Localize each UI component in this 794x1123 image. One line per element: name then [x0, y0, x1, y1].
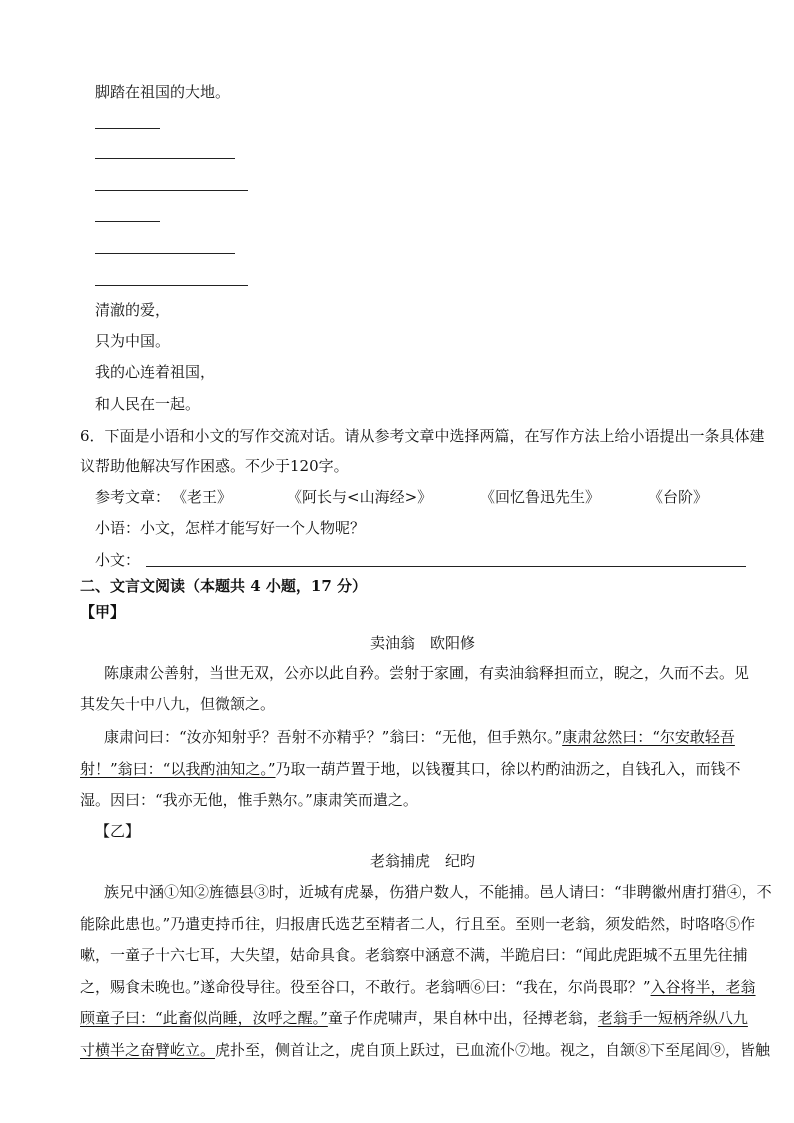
jia-para1-line2: 其发矢十中八九，但微颔之。 [80, 695, 276, 713]
poem-line-1: 脚踏在祖国的大地。 [95, 83, 231, 101]
question-6-text-a: 6．下面是小语和小文的写作交流对话。请从参考文章中选择两篇，在写作方法上给小语提出一条具体建 [80, 427, 765, 445]
passage-yi-title: 老翁捕虎 纪昀 [370, 852, 476, 870]
yi-line-4-text: 之，赐食未晚也。”遂命役导往。役至谷口，不敢行。老翁哂⑥曰：“我在，尔尚畏耶？” [80, 978, 651, 996]
yi-line-3: 嗽，一童子十六七耳，大失望，姑命具食。老翁察中涵意不满，半跪启曰：“闻此虎距城不五里先往捕 [80, 946, 748, 964]
answer-blank-2[interactable] [95, 158, 235, 159]
answer-blank-4[interactable] [95, 221, 160, 222]
poem-line-4: 我的心连着祖国， [95, 363, 216, 381]
yi-line-1: 族兄中涵①知②旌德县③时，近城有虎暴，伤猎户数人，不能捕。邑人请曰：“非聘徽州唐打猎④，不 [104, 883, 772, 901]
xiaowen-answer-line[interactable] [146, 566, 746, 567]
yi-line-6-text: 虎扑至，侧首让之，虎自顶上跃过，已血流仆⑦地。视之，自颔⑧下至尾闾⑨，皆触 [215, 1041, 771, 1059]
reference-article-2: 《阿长与<山海经>》 [287, 488, 433, 506]
reference-article-3: 《回忆鲁迅先生》 [480, 488, 601, 506]
yi-underlined-sentence-2b: 寸横半之奋臂屹立。 [80, 1041, 216, 1059]
yi-underlined-sentence-1a: 入谷将半，老翁 [650, 978, 756, 996]
question-6-text-b: 议帮助他解决写作困惑。不少于120字。 [80, 457, 349, 475]
poem-line-2: 清澈的爱， [95, 301, 171, 319]
yi-line-4 [80, 977, 756, 997]
reference-article-4: 《台阶》 [648, 488, 709, 506]
xiaowen-label: 小文： [95, 551, 141, 569]
poem-line-3: 只为中国。 [95, 332, 171, 350]
jia-underlined-sentence-1b: 射！”翁曰：“以我酌油知之。” [80, 760, 276, 778]
jia-para2-line2 [80, 759, 741, 779]
jia-para2-line3: 湿。因曰：“我亦无他，惟手熟尔。”康肃笑而遣之。 [80, 791, 418, 809]
yi-line-6 [80, 1040, 770, 1060]
yi-underlined-sentence-1b: 顾童子曰：“此畜似尚睡，汝呼之醒。” [80, 1009, 328, 1027]
yi-line-5 [80, 1008, 748, 1028]
jia-para2-line1 [104, 727, 735, 747]
reference-label: 参考文章： [95, 488, 171, 506]
poem-line-5: 和人民在一起。 [95, 395, 201, 413]
yi-underlined-sentence-2a: 老翁手一短柄斧纵八九 [597, 1009, 748, 1027]
section-2-heading: 二、文言文阅读（本题共 4 小题，17 分） [80, 577, 367, 595]
yi-line-5-text: 童子作虎啸声，果自林中出，径搏老翁， [327, 1009, 598, 1027]
answer-blank-1[interactable] [95, 128, 160, 129]
jia-para2-line1-text: 康肃问曰：“汝亦知射乎？吾射不亦精乎？”翁曰：“无他，但手熟尔。” [104, 728, 563, 746]
passage-jia-title: 卖油翁 欧阳修 [370, 634, 476, 652]
jia-para2-line2-text: 乃取一葫芦置于地，以钱覆其口，徐以杓酌油沥之，自钱孔入，而钱不 [275, 760, 741, 778]
answer-blank-6[interactable] [95, 285, 248, 286]
jia-underlined-sentence-1a: 康肃忿然曰：“尔安敢轻吾 [562, 728, 735, 746]
jia-para1-line1: 陈康肃公善射，当世无双，公亦以此自矜。尝射于家圃，有卖油翁释担而立，睨之，久而不去。见 [104, 664, 750, 682]
yi-line-2: 能除此患也。”乃遣吏持币往，归报唐氏选艺至精者二人，行且至。至则一老翁，须发皓然，时咯咯⑤作 [80, 915, 756, 933]
reference-article-1: 《老王》 [172, 488, 233, 506]
answer-blank-5[interactable] [95, 253, 235, 254]
xiaoyu-dialogue: 小语：小文，怎样才能写好一个人物呢？ [95, 519, 366, 537]
answer-blank-3[interactable] [95, 190, 248, 191]
passage-jia-label: 【甲】 [80, 603, 126, 621]
passage-yi-label: 【乙】 [95, 822, 141, 840]
